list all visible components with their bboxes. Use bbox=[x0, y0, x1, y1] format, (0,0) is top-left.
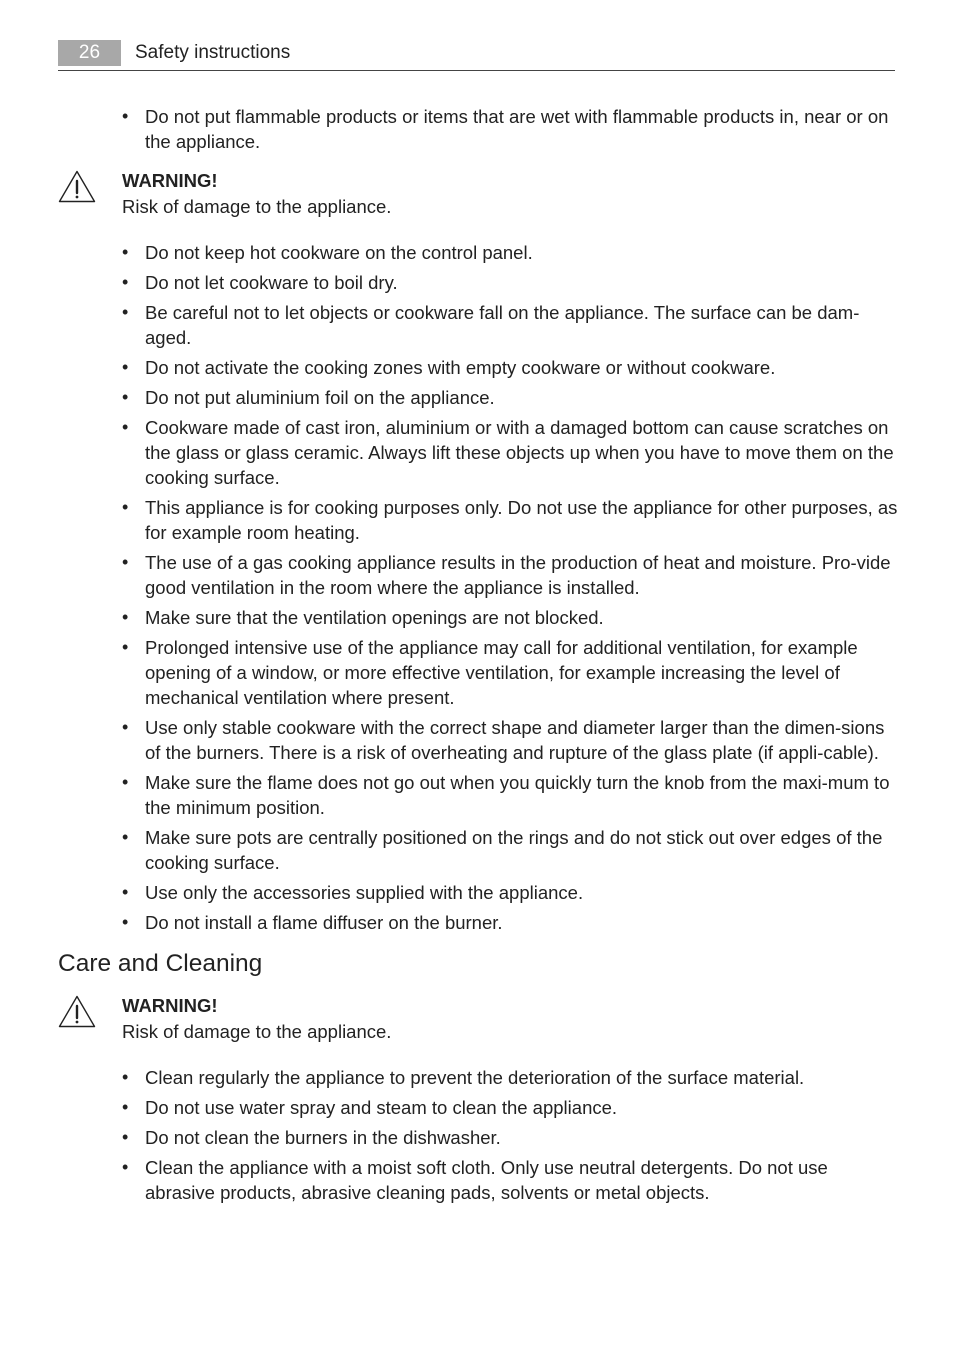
warning-text: Risk of damage to the appliance. bbox=[122, 1020, 392, 1042]
list-item: • Do not activate the cooking zones with empty cookware or without cookware. bbox=[122, 355, 898, 380]
page-number: 26 bbox=[58, 40, 121, 66]
intro-bullet-list bbox=[58, 104, 898, 154]
list-item: • Clean the appliance with a moist soft cloth. Only use neutral detergents. Do not use abrasive products, abrasive cleaning pads, solvents or metal objects. bbox=[122, 1155, 898, 1205]
warning-title: WARNING! bbox=[122, 170, 218, 191]
list-item: • The use of a gas cooking appliance results in the production of heat and moisture. Pro-vide good ventilation in the room where the appliance is installed. bbox=[122, 550, 898, 600]
list-item: • Make sure that the ventilation openings are not blocked. bbox=[122, 605, 898, 630]
warning-text: Risk of damage to the appliance. bbox=[122, 195, 392, 217]
list-item: • Make sure pots are centrally positioned on the rings and do not stick out over edges of the cooking surface. bbox=[122, 825, 898, 875]
list-item: • Do not clean the burners in the dishwasher. bbox=[122, 1125, 898, 1150]
warning-title: WARNING! bbox=[122, 995, 218, 1016]
warning-block bbox=[58, 168, 898, 219]
list-item: • Clean regularly the appliance to prevent the deterioration of the surface material. bbox=[122, 1065, 898, 1090]
warning-triangle-icon bbox=[58, 170, 96, 203]
list-item: • Do not put aluminium foil on the appliance. bbox=[122, 385, 898, 410]
header-title: Safety instructions bbox=[135, 42, 291, 63]
section-heading: Care and Cleaning bbox=[58, 950, 263, 977]
list-item: • Make sure the flame does not go out when you quickly turn the knob from the maxi-mum to the minimum position. bbox=[122, 770, 898, 820]
page-content bbox=[58, 104, 898, 1210]
list-item: • Do not install a flame diffuser on the burner. bbox=[122, 910, 898, 935]
list-item: • Do not let cookware to boil dry. bbox=[122, 270, 898, 295]
safety-bullet-list bbox=[58, 240, 898, 935]
list-item: • Be careful not to let objects or cookware fall on the appliance. The surface can be dam-aged. bbox=[122, 300, 898, 350]
list-item: • Use only the accessories supplied with the appliance. bbox=[122, 880, 898, 905]
list-item: • Use only stable cookware with the correct shape and diameter larger than the dimen-sions of the burners. There is a risk of overheating and rupture of the glass plate (if appli-cable). bbox=[122, 715, 898, 765]
warning-block bbox=[58, 993, 898, 1044]
list-item: • Prolonged intensive use of the appliance may call for additional ventilation, for example opening of a window, or more effective ventilation, for example increasing the level of mechanical ventilation where present. bbox=[122, 635, 898, 710]
list-item: • Do not use water spray and steam to clean the appliance. bbox=[122, 1095, 898, 1120]
list-item: • Do not put flammable products or items that are wet with flammable products in, near or on the appliance. bbox=[122, 104, 898, 154]
warning-triangle-icon bbox=[58, 995, 96, 1028]
page-header bbox=[58, 40, 895, 71]
list-item: • Cookware made of cast iron, aluminium or with a damaged bottom can cause scratches on the glass or glass ceramic. Always lift these objects up when you have to move them on the cooking surface. bbox=[122, 415, 898, 490]
list-item: • This appliance is for cooking purposes only. Do not use the appliance for other purposes, as for example room heating. bbox=[122, 495, 898, 545]
list-item: • Do not keep hot cookware on the control panel. bbox=[122, 240, 898, 265]
cleaning-bullet-list bbox=[58, 1065, 898, 1205]
